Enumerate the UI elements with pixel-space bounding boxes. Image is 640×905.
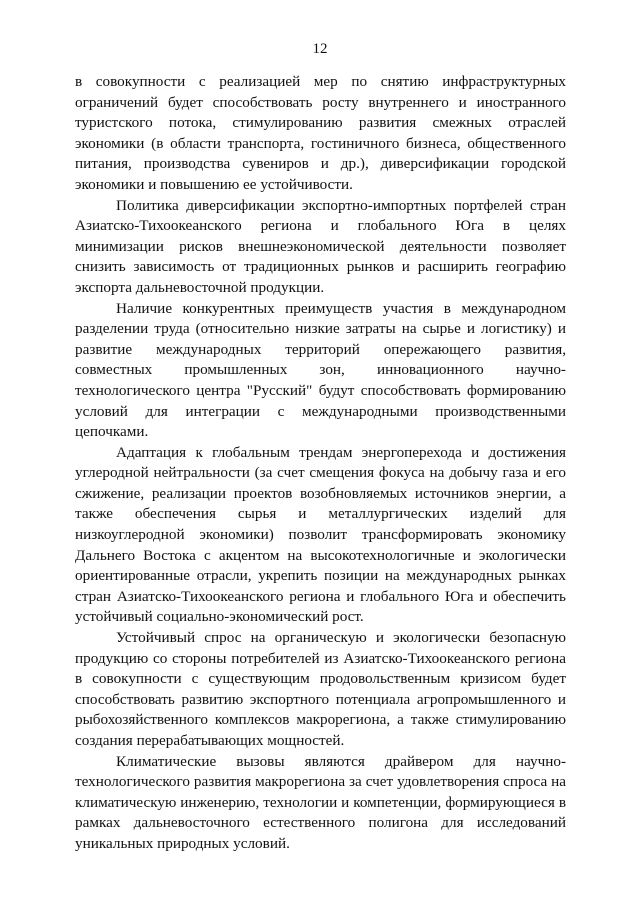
document-body bbox=[75, 72, 566, 855]
paragraph-tourism-continuation: в совокупности с реализацией мер по снятию инфраструктурных ограничений будет способствовать росту внутреннего и иностранного туристского потока, стимулированию развития смежных отраслей экономики (в области транспорта, гостиничного бизнеса, общественного питания, производства сувениров и др.), диверсификации городской экономики и повышению ее устойчивости. bbox=[75, 73, 566, 193]
paragraph-energy-transition: Адаптация к глобальным трендам энергоперехода и достижения углеродной нейтральности (за счет смещения фокуса на добычу газа и его сжижение, реализации проектов возобновляемых источников энергии, а также обеспечения сырья и металлургических изделий для низкоуглеродной экономики) позволит трансформировать экономику Дальнего Востока с акцентом на высокотехнологичные и экологически ориентированные отрасли, укрепить позиции на международных рынках стран Азиатско-Тихоокеанского региона и глобального Юга и обеспечить устойчивый социально-экономический рост. bbox=[75, 443, 566, 626]
paragraph-competitive-advantages: Наличие конкурентных преимуществ участия в международном разделении труда (относительно низкие затраты на сырье и логистику) и развитие международных территорий опережающего развития, совместных промышленных зон, инновационного научно-технологического центра "Русский" будут способствовать формированию условий для интеграции с международными производственными цепочками. bbox=[75, 299, 566, 441]
paragraph-export-diversification: Политика диверсификации экспортно-импортных портфелей стран Азиатско-Тихоокеанского региона и глобального Юга в целях минимизации рисков внешнеэкономической деятельности позволяет снизить зависимость от традиционных рынков и расширить географию экспорта дальневосточной продукции. bbox=[75, 196, 566, 296]
paragraph-organic-demand: Устойчивый спрос на органическую и экологически безопасную продукцию со стороны потребителей из Азиатско-Тихоокеанского региона в совокупности с существующим продовольственным кризисом будет способствовать развитию экспортного потенциала агропромышленного и рыбохозяйственного комплексов макрорегиона, а также стимулированию создания перерабатывающих мощностей. bbox=[75, 629, 566, 749]
page-number: 12 bbox=[312, 41, 328, 57]
paragraph-climate-challenges: Климатические вызовы являются драйвером для научно-технологического развития макрорегиона за счет удовлетворения спроса на климатическую инженерию, технологии и компетенции, формирующиеся в рамках дальневосточного естественного полигона для исследований уникальных природных условий. bbox=[75, 752, 566, 852]
